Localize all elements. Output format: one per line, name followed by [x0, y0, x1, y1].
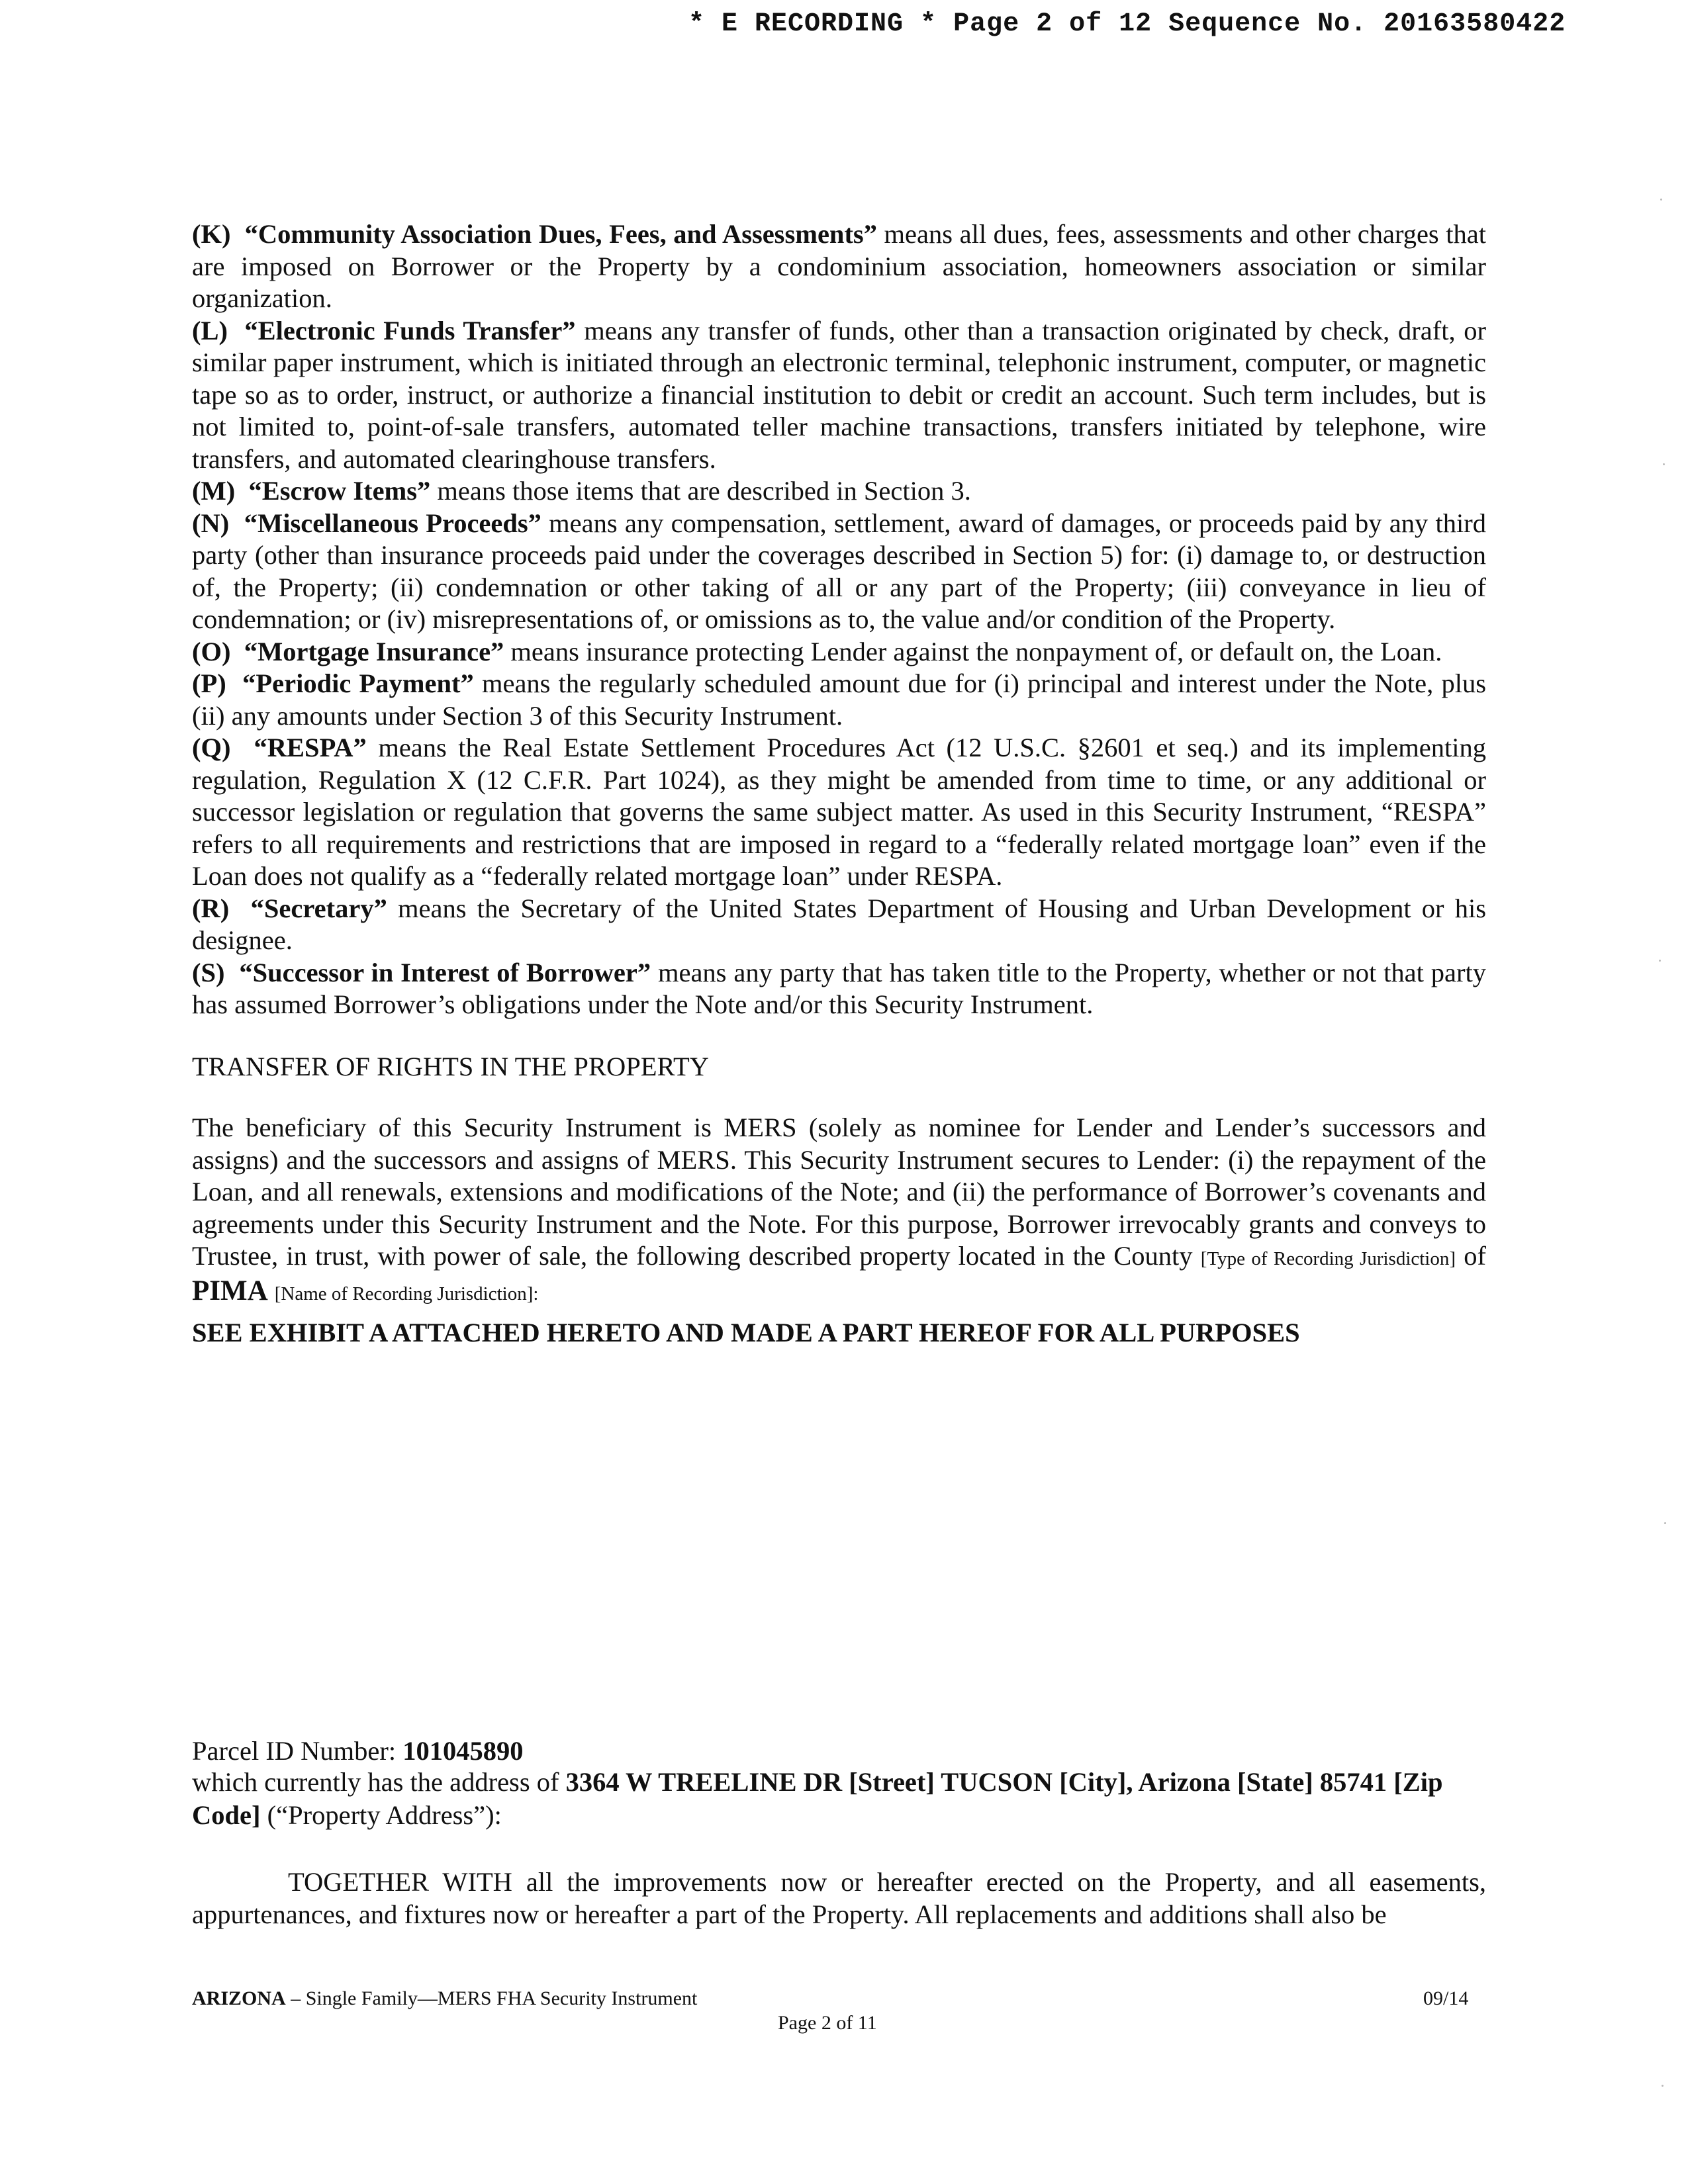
together-lead: TOGETHER WITH: [288, 1867, 512, 1897]
address-street-label: [Street]: [842, 1767, 941, 1797]
together-text: all the improvements now or hereafter erected on the Property, and all easements, appurtenances, and fixtures now or hereafter a part of the Property. All replacements and additions shall also be: [192, 1867, 1487, 1929]
footer-form-name: [192, 1987, 697, 2010]
definition-text: means all dues, fees, assessments and other charges that are imposed on Borrower or the Property by a condominium association, homeowners association or similar organization.: [192, 219, 1487, 313]
exhibit-line: SEE EXHIBIT A ATTACHED HERETO AND MADE A PART HEREOF FOR ALL PURPOSES: [192, 1318, 1300, 1347]
definition-text: means the Real Estate Settlement Procedures Act (12 U.S.C. §2601 et seq.) and its implementing regulation, Regulation X (12 C.F.R. Part 1024), as they might be amended from time to time, or any additional or successor legislation or regulation that governs the same subject matter. As used in this Security Instrument, “RESPA” refers to all requirements and restrictions that are imposed in regard to a “federally related mortgage loan” even if the Loan does not qualify as a “federally related mortgage loan” under RESPA.: [192, 733, 1487, 891]
definition-term: “Successor in Interest of Borrower”: [239, 957, 651, 987]
scan-speck: [1659, 960, 1661, 962]
of-word: of: [1456, 1241, 1486, 1271]
definition-term: “Community Association Dues, Fees, and Assessments”: [244, 219, 877, 249]
definition-term: “Electronic Funds Transfer”: [244, 315, 576, 345]
parcel-id: [192, 1735, 524, 1766]
definition-s: [192, 957, 1486, 1021]
definition-letter: (N): [192, 508, 230, 538]
definition-text: means those items that are described in Section 3.: [430, 476, 971, 506]
definition-letter: (R): [192, 893, 230, 923]
definition-letter: (S): [192, 957, 225, 987]
definition-o: [192, 636, 1486, 668]
definition-term: “Miscellaneous Proceeds”: [244, 508, 541, 538]
definition-letter: (L): [192, 315, 228, 345]
beneficiary-paragraph: [192, 1112, 1486, 1310]
address-city: TUCSON: [941, 1767, 1053, 1797]
definition-q: [192, 732, 1486, 893]
address-zip: 85741: [1319, 1767, 1387, 1797]
scan-speck: [1660, 199, 1662, 201]
definition-text: means the regularly scheduled amount due for (i) principal and interest under the Note, plus (ii) any amounts under Section 3 of this Security Instrument.: [192, 668, 1487, 731]
scan-speck: [1663, 463, 1665, 465]
definition-m: [192, 475, 1486, 508]
definition-term: “Mortgage Insurance”: [244, 636, 504, 666]
definition-term: “RESPA”: [254, 733, 367, 762]
parcel-label: Parcel ID Number:: [192, 1736, 403, 1766]
definition-text: means insurance protecting Lender against the nonpayment of, or default on, the Loan.: [504, 636, 1442, 666]
definition-n: [192, 508, 1486, 636]
jurisdiction-name-label: [Name of Recording Jurisdiction]:: [274, 1283, 539, 1304]
definitions-section: [192, 218, 1486, 1021]
address-city-label: [City],: [1053, 1767, 1139, 1797]
definition-text: means any transfer of funds, other than a transaction originated by check, draft, or similar paper instrument, which is initiated through an electronic terminal, telephonic instrument, computer, or magnetic tape so as to order, instruct, or authorize a financial institution to debit or credit an account. Such term includes, but is not limited to, point-of-sale transfers, automated teller machine transactions, transfers initiated by telephone, wire transfers, and automated clearinghouse transfers.: [192, 315, 1487, 474]
footer-state: ARIZONA: [192, 1987, 286, 2009]
scan-speck: [1662, 2085, 1664, 2087]
scan-speck: [1664, 1522, 1666, 1524]
definition-letter: (P): [192, 668, 226, 698]
footer-date: 09/14: [1423, 1987, 1469, 2009]
definition-term: “Secretary”: [250, 893, 387, 923]
address-state: Arizona: [1138, 1767, 1231, 1797]
address-street: 3364 W TREELINE DR: [565, 1767, 843, 1797]
address-prefix: which currently has the address of: [192, 1767, 566, 1797]
definition-term: “Periodic Payment”: [242, 668, 474, 698]
definition-text: means the Secretary of the United States Department of Housing and Urban Development or his designee.: [192, 893, 1486, 955]
definition-text: means any party that has taken title to the Property, whether or not that party has assumed Borrower’s obligations under the Note and/or this Security Instrument.: [192, 957, 1487, 1019]
footer-form: – Single Family—MERS FHA Security Instrument: [285, 1987, 698, 2009]
definition-r: [192, 893, 1486, 957]
definition-letter: (O): [192, 636, 231, 666]
beneficiary-text: The beneficiary of this Security Instrument is MERS (solely as nominee for Lender and Lender’s successors and assigns) and the successors and assigns of MERS. This Security Instrument secures to Lender: (i) the repayment of the Loan, and all renewals, extensions and modifications of the Note; and (ii) the performance of Borrower’s covenants and agreements under this Security Instrument and the Note. For this purpose, Borrower irrevocably grants and conveys to Trustee, in trust, with power of sale, the following described property located in the County: [192, 1113, 1486, 1271]
together-paragraph: [192, 1866, 1486, 1931]
definition-text: means any compensation, settlement, award of damages, or proceeds paid by any third party (other than insurance proceeds paid under the coverages described in Section 5) for: (i) damage to, or destruction of, the Property; (ii) condemnation or other taking of all or any part of the Property; (iii) conveyance in lieu of condemnation; or (iv) misrepresentations of, or omissions as to, the value and/or condition of the Property.: [192, 508, 1486, 634]
address-state-label: [State]: [1230, 1767, 1320, 1797]
definition-letter: (M): [192, 476, 236, 506]
jurisdiction-type-label: [Type of Recording Jurisdiction]: [1200, 1248, 1456, 1269]
parcel-number: 101045890: [402, 1736, 524, 1766]
definition-term: “Escrow Items”: [248, 476, 431, 506]
definition-p: [192, 668, 1486, 732]
section-heading: TRANSFER OF RIGHTS IN THE PROPERTY: [192, 1052, 710, 1081]
address-suffix: (“Property Address”):: [260, 1800, 502, 1830]
recording-header: * E RECORDING * Page 2 of 12 Sequence No. 20163580422: [688, 9, 1566, 39]
definition-k: [192, 218, 1486, 315]
jurisdiction-name: PIMA: [192, 1275, 268, 1306]
definition-letter: (K): [192, 219, 231, 249]
definition-l: [192, 315, 1486, 476]
definition-letter: (Q): [192, 733, 231, 762]
property-address: [192, 1766, 1486, 1832]
footer-page-number: Page 2 of 11: [778, 2012, 877, 2034]
address-zip-label: [Zip Code]: [192, 1767, 1443, 1830]
